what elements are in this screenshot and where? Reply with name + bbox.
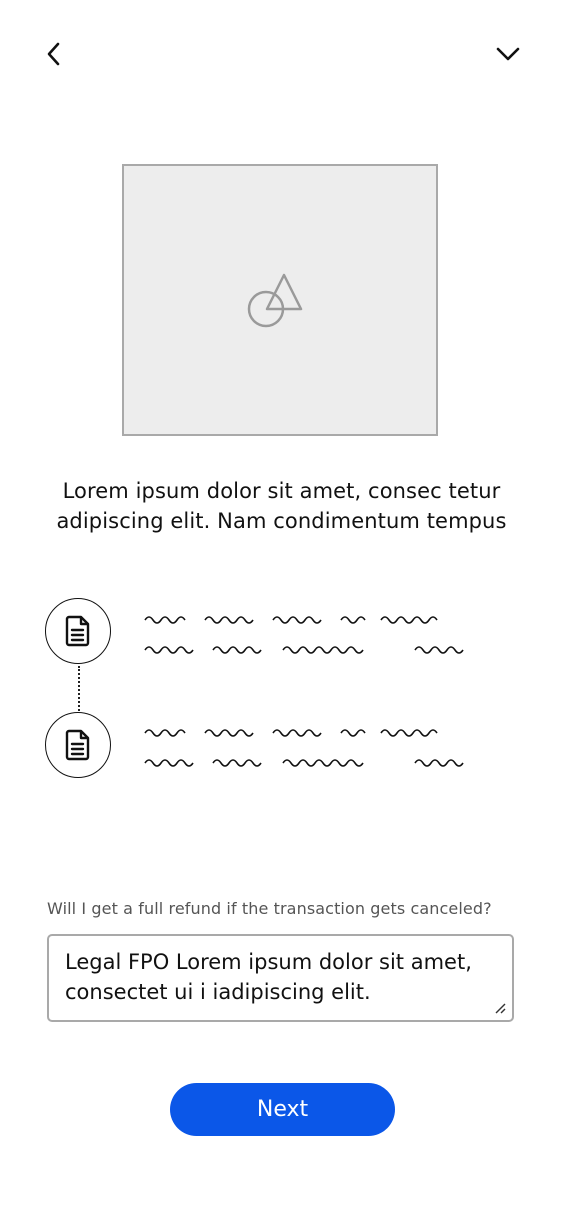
document-icon: [65, 729, 91, 761]
description-line-2: adipiscing elit. Nam condimentum tempus: [56, 509, 507, 533]
collapse-button[interactable]: [492, 38, 524, 70]
document-icon: [65, 615, 91, 647]
chevron-down-icon: [495, 44, 521, 64]
step-connector: [78, 666, 80, 711]
step-1-scribble-line-2: [143, 640, 473, 656]
description-text: [40, 476, 523, 536]
hero-image-placeholder: [122, 164, 438, 436]
question-label: Will I get a full refund if the transaction gets canceled?: [47, 899, 492, 918]
answer-textarea[interactable]: [47, 934, 514, 1022]
step-1-icon-circle: [45, 598, 111, 664]
answer-line-2: consectet ui i iadipiscing elit.: [65, 980, 371, 1004]
next-button[interactable]: Next: [170, 1083, 395, 1136]
step-2-scribble-line-2: [143, 753, 473, 769]
answer-line-1: Legal FPO Lorem ipsum dolor sit amet,: [65, 950, 472, 974]
back-button[interactable]: [38, 38, 70, 70]
resize-handle-icon[interactable]: [494, 1002, 506, 1014]
step-2-icon-circle: [45, 712, 111, 778]
description-line-1: Lorem ipsum dolor sit amet, consec tetur: [62, 479, 501, 503]
image-placeholder-icon: [244, 269, 316, 331]
step-2-scribble-line-1: [143, 723, 453, 739]
chevron-left-icon: [44, 41, 64, 67]
step-1-scribble-line-1: [143, 610, 453, 626]
